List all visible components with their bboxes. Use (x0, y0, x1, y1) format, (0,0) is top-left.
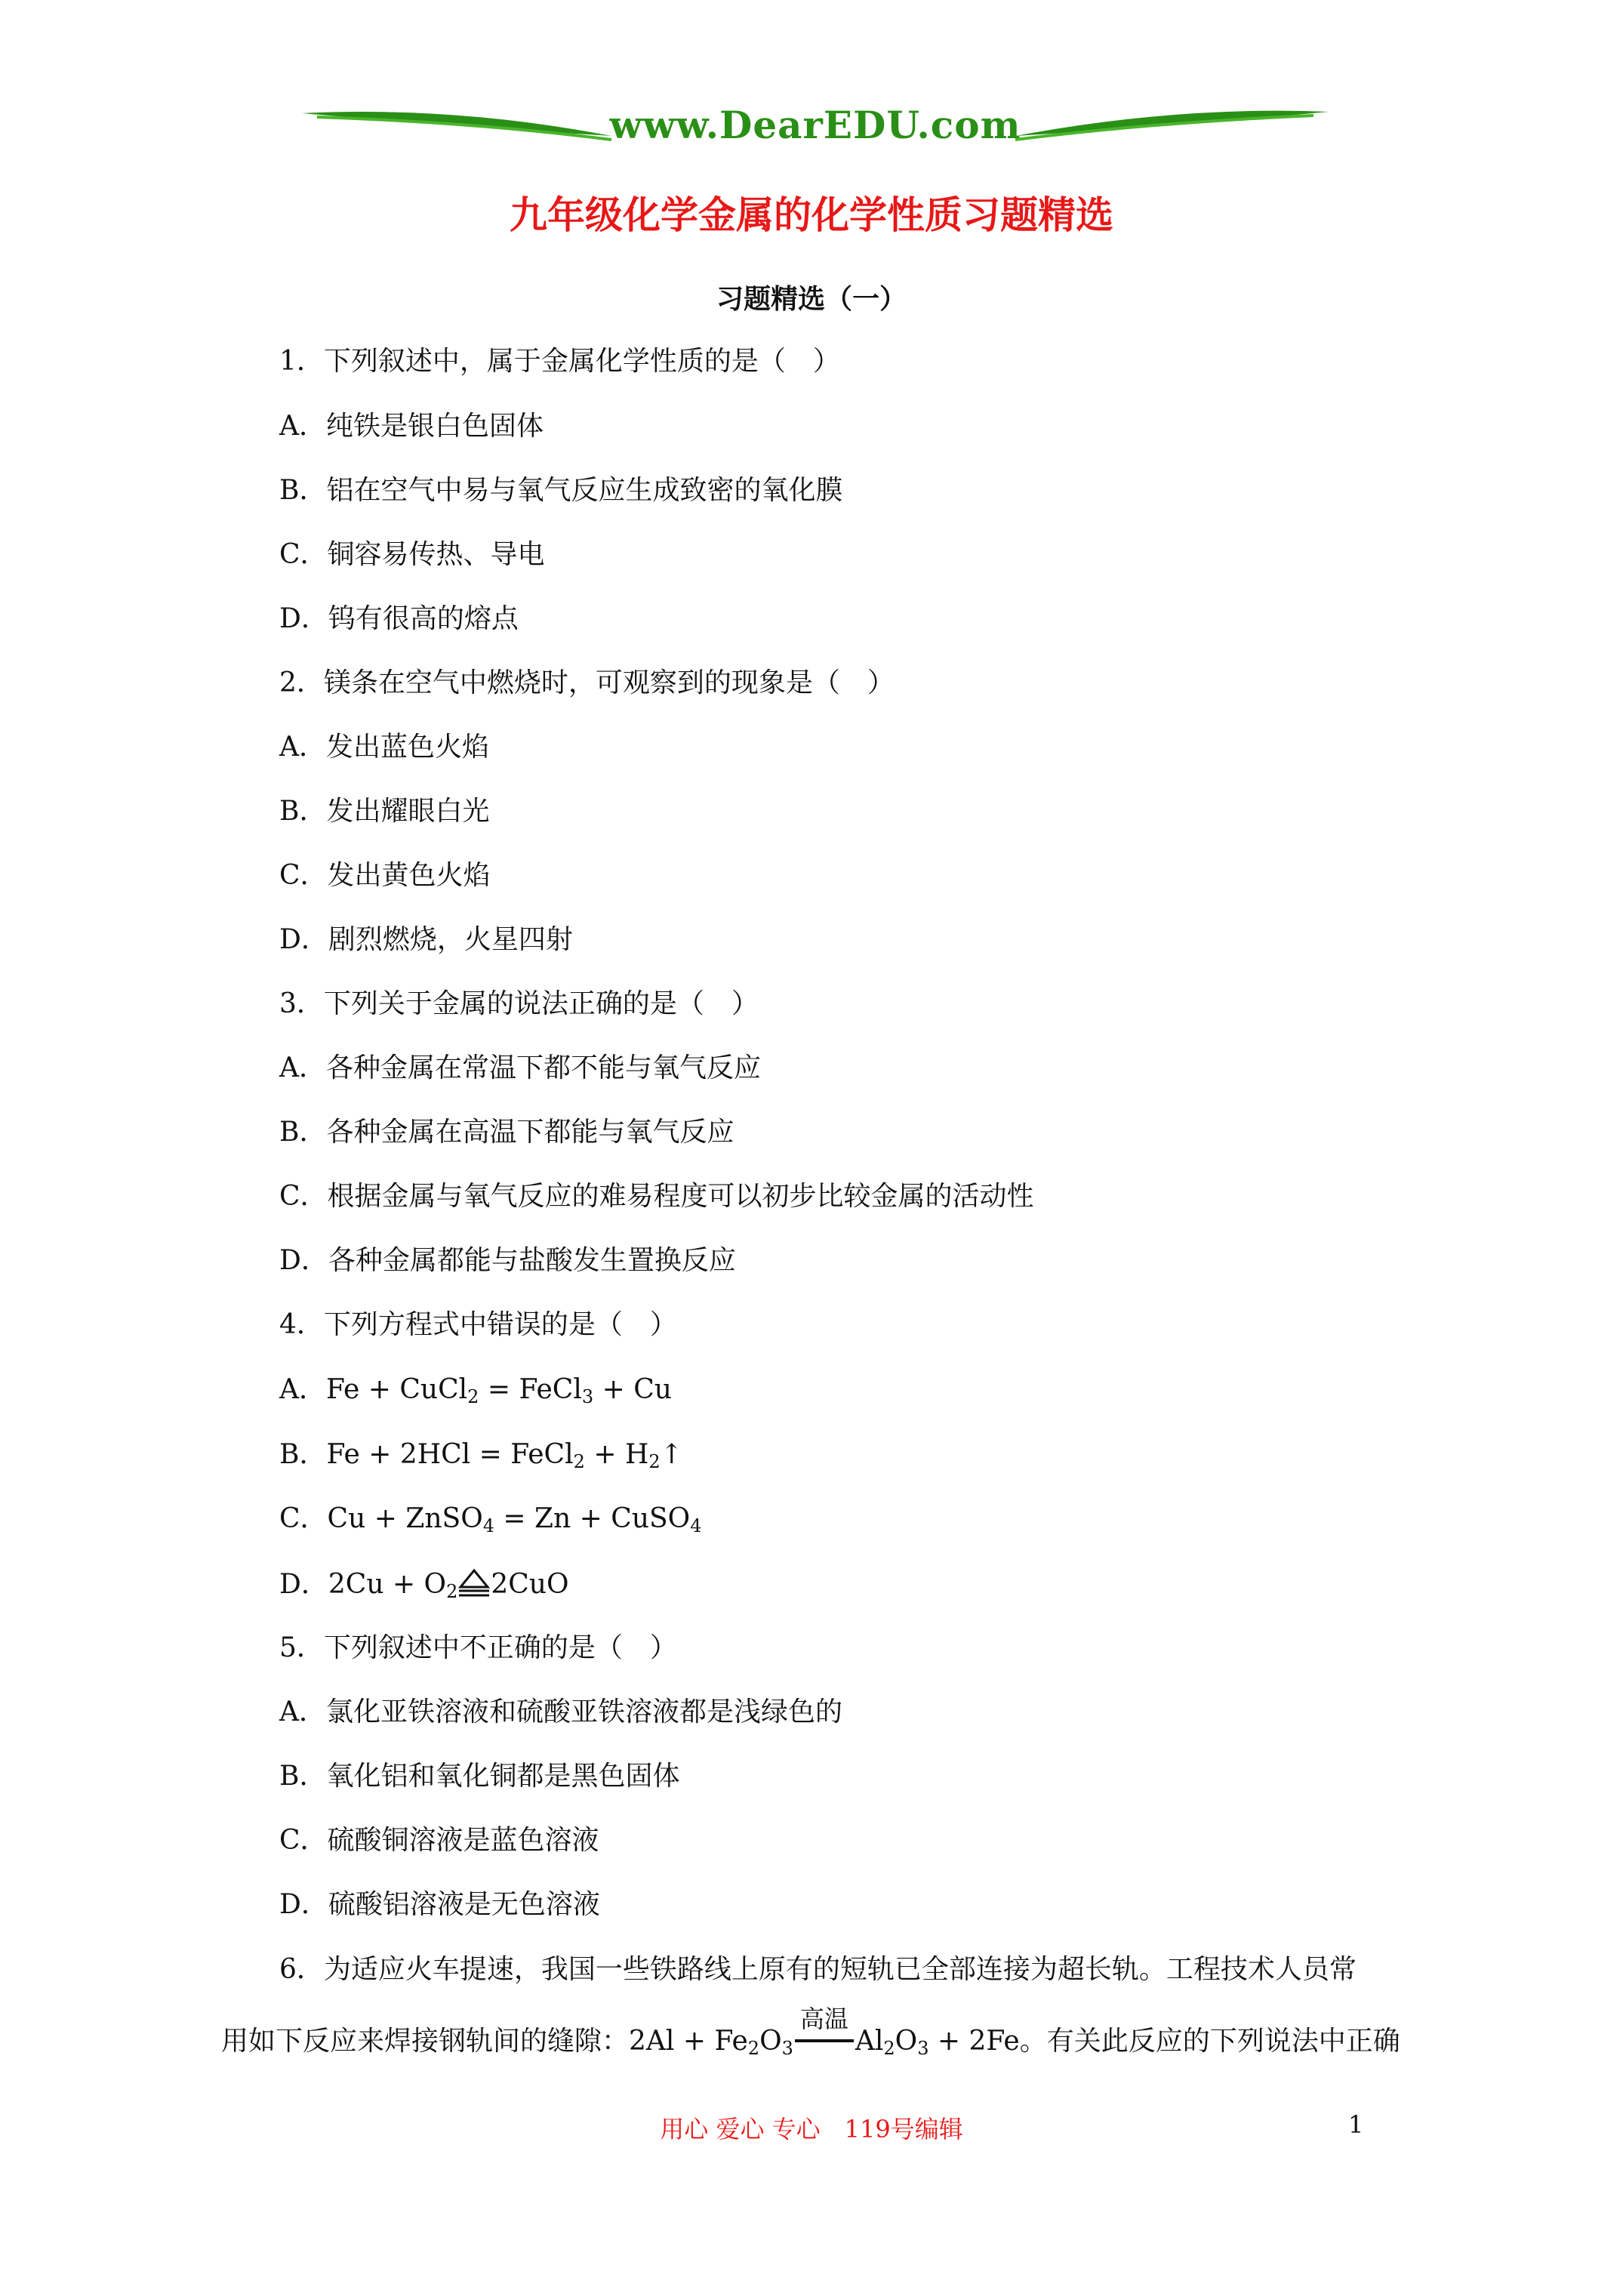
equation-option-c: C．Cu + ZnSO$_4$ = Zn + CuSO$_4$ (279, 1503, 702, 1536)
question-option: B．各种金属在高温下都能与氧气反应 (279, 1117, 735, 1148)
question-stem: 3．下列关于金属的说法正确的是（ ） (279, 988, 759, 1019)
question-option: C．根据金属与氧气反应的难易程度可以初步比较金属的活动性 (279, 1181, 1034, 1212)
section-title: 习题精选（一） (716, 283, 907, 315)
question-option: B．铝在空气中易与氧气反应生成致密的氧化膜 (279, 475, 843, 506)
question-option: B．氧化铝和氧化铜都是黑色固体 (279, 1761, 680, 1792)
reaction-condition: 高温 (793, 2025, 855, 2058)
question-option: C．铜容易传热、导电 (279, 539, 545, 570)
question-option: D．硫酸铝溶液是无色溶液 (279, 1889, 600, 1920)
question-stem: 6．为适应火车提速，我国一些铁路线上原有的短轨已全部连接为超长轨。工程技术人员常 (279, 1954, 1357, 1985)
question-stem: 4．下列方程式中错误的是（ ） (279, 1309, 677, 1340)
question-stem: 2．镁条在空气中燃烧时，可观察到的现象是（ ） (279, 667, 895, 698)
page-number: 1 (1348, 2110, 1364, 2139)
document-title: 九年级化学金属的化学性质习题精选 (510, 193, 1113, 237)
question-option: C．硫酸铜溶液是蓝色溶液 (279, 1825, 599, 1856)
question-stem-continued: 用如下反应来焊接钢轨间的缝隙：$2Al + Fe_2O_3$ 高温 $Al_2O_3 + 2Fe$。有关此反应的下列说法中正确 (221, 2005, 1400, 2059)
question-option: A．发出蓝色火焰 (279, 732, 489, 763)
question-stem: 5．下列叙述中不正确的是（ ） (279, 1632, 677, 1663)
question-option: D．各种金属都能与盐酸发生置换反应 (279, 1245, 736, 1276)
equation-option-d: D．$2Cu + O_2$ 2CuO (279, 1569, 569, 1602)
question-option: B．发出耀眼白光 (279, 796, 490, 827)
question-option: D．剧烈燃烧，火星四射 (279, 924, 573, 955)
question-stem: 1．下列叙述中，属于金属化学性质的是（ ） (279, 346, 840, 377)
question-option: A．各种金属在常温下都不能与氧气反应 (279, 1052, 761, 1083)
heating-delta-icon (457, 1567, 491, 1598)
site-banner (287, 83, 1344, 166)
question-option: A．氯化亚铁溶液和硫酸亚铁溶液都是浅绿色的 (279, 1697, 842, 1727)
question-option: A．纯铁是银白色固体 (279, 411, 544, 442)
page-footer: 用心 爱心 专心 119号编辑 (660, 2115, 963, 2143)
equation-option-a: A．Fe + CuCl$_2$ = FeCl$_3$ + Cu (279, 1374, 672, 1407)
equation-option-b: B．Fe + 2HCl = FeCl$_2$ + $H_2↑$ (279, 1439, 683, 1472)
question-option: D．钨有很高的熔点 (279, 603, 519, 634)
banner-site-text: www.DearEDU.com (609, 103, 1021, 147)
question-option: C．发出黄色火焰 (279, 860, 491, 891)
